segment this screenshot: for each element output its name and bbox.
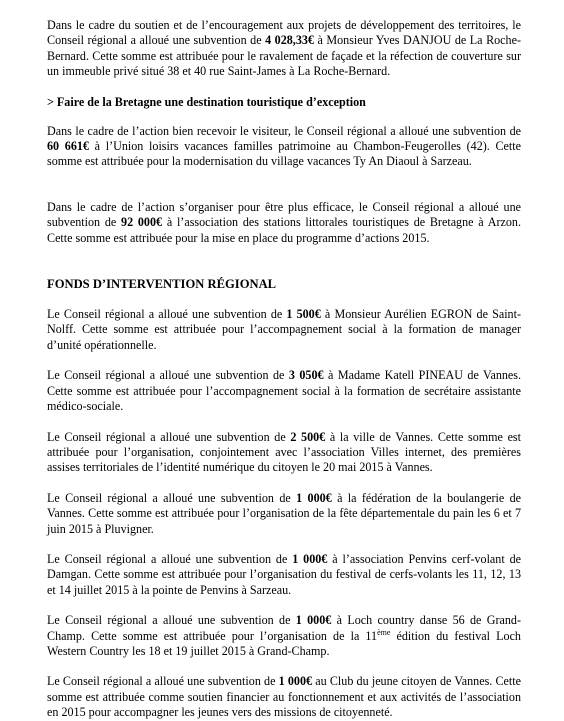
paragraph-text: Le Conseil régional a alloué une subvention de [47, 429, 291, 444]
paragraph-text: Le Conseil régional a alloué une subvention de [47, 551, 293, 566]
paragraph-text: au Club du jeune citoyen de Vannes. Cette somme est attribuée comme soutien financier au fonctionnement et aux activités de l’association en 2015 pour accompagner les jeunes vers des missions de citoyenneté. [47, 674, 522, 720]
paragraph-egron [47, 307, 521, 353]
subsidy-amount: 1 000€ [292, 551, 328, 566]
paragraph-danjou [47, 18, 521, 80]
paragraph-text: Dans le cadre de l’action bien recevoir le visiteur, le Conseil régional a alloué une subvention de [47, 123, 521, 138]
subsidy-amount: 4 028,33€ [265, 33, 314, 48]
paragraph-text: Le Conseil régional a alloué une subvention de [47, 490, 297, 505]
paragraph-text: à Monsieur Aurélien EGRON de Saint-Nolff. Cette somme est attribuée pour l’accompagnement social à la formation de manager d’unité opérationnelle. [47, 307, 521, 352]
ordinal-suffix: ème [377, 627, 391, 637]
subsidy-amount: 1 000€ [278, 674, 313, 689]
subsidy-amount: 60 661€ [47, 139, 89, 154]
paragraph-stations-littorales [47, 200, 521, 246]
paragraph-text: à l’Union loisirs vacances familles patrimoine au Chambon-Feugerolles (42). Cette somme est attribuée pour la modernisation du village vacances Ty An Diaoul à Sarzeau. [47, 139, 521, 169]
paragraph-text: à la ville de Vannes. Cette somme est attribuée pour l’organisation, conjointement avec l’association Villes internet, des premières assises territoriales de l’identité numérique du citoyen le 20 mai 2015 à Vannes. [47, 429, 521, 475]
paragraph-loch-country [47, 613, 521, 659]
subsidy-amount: 2 500€ [290, 429, 326, 444]
subsidy-amount: 1 500€ [286, 307, 321, 322]
subsidy-amount: 3 050€ [288, 368, 324, 383]
document-page [47, 18, 521, 721]
paragraph-text: à Madame Katell PINEAU de Vannes. Cette somme est attribuée pour l’accompagnement social à la formation de secrétaire assistante médico-sociale. [47, 368, 522, 414]
paragraph-text: à l’association Penvins cerf-volant de Damgan. Cette somme est attribuée pour l’organisation du festival de cerfs-volants les 11, 12, 13 et 14 juillet 2015 à la pointe de Penvins à Sarzeau. [47, 551, 522, 597]
subsidy-amount: 92 000€ [121, 215, 163, 230]
paragraph-text: Le Conseil régional a alloué une subvention de [47, 307, 287, 322]
paragraph-text: à Monsieur Yves DANJOU de La Roche-Bernard. Cette somme est attribuée pour le ravalement de façade et la réfection de couverture sur un immeuble privé situé 38 et 40 rue Saint-James à La Roche-Bernard. [47, 33, 521, 79]
paragraph-text: Dans le cadre du soutien et de l’encouragement aux projets de développement des territoires, le Conseil régional a alloué une subvention de [47, 18, 521, 48]
paragraph-boulangerie [47, 491, 521, 537]
paragraph-jeune-citoyen [47, 674, 521, 720]
paragraph-text: Dans le cadre de l’action s’organiser pour être plus efficace, le Conseil régional a alloué une subvention de [47, 199, 521, 230]
paragraph-union-loisirs [47, 124, 521, 170]
paragraph-text: Le Conseil régional a alloué une subvention de [47, 368, 289, 383]
section-heading-fonds: FONDS D’INTERVENTION RÉGIONAL [47, 277, 277, 292]
subsidy-amount: 1 000€ [295, 613, 332, 628]
paragraph-text: à Loch country danse 56 de Grand-Champ. Cette somme est attribuée pour l’organisation de la 11 [47, 613, 521, 643]
subsidy-amount: 1 000€ [296, 490, 332, 505]
paragraph-text: à l’association des stations littorales touristiques de Bretagne à Arzon. Cette somme est attribuée pour la mise en place du programme d’actions 2015. [47, 215, 521, 245]
paragraph-text: Le Conseil régional a alloué une subvention de [47, 674, 279, 689]
paragraph-text: à la fédération de la boulangerie de Vannes. Cette somme est attribuée pour l’organisation de la fête départementale du pain les 6 et 7 juin 2015 à Pluvigner. [47, 490, 522, 536]
paragraph-text: Le Conseil régional a alloué une subvention de [47, 613, 296, 628]
paragraph-penvins [47, 552, 521, 598]
paragraph-pineau [47, 368, 521, 414]
paragraph-text: édition du festival Loch Western Country les 18 et 19 juillet 2015 à Grand-Champ. [47, 628, 521, 658]
section-heading-tourism: > Faire de la Bretagne une destination touristique d’exception [47, 94, 366, 109]
paragraph-ville-vannes [47, 430, 521, 476]
